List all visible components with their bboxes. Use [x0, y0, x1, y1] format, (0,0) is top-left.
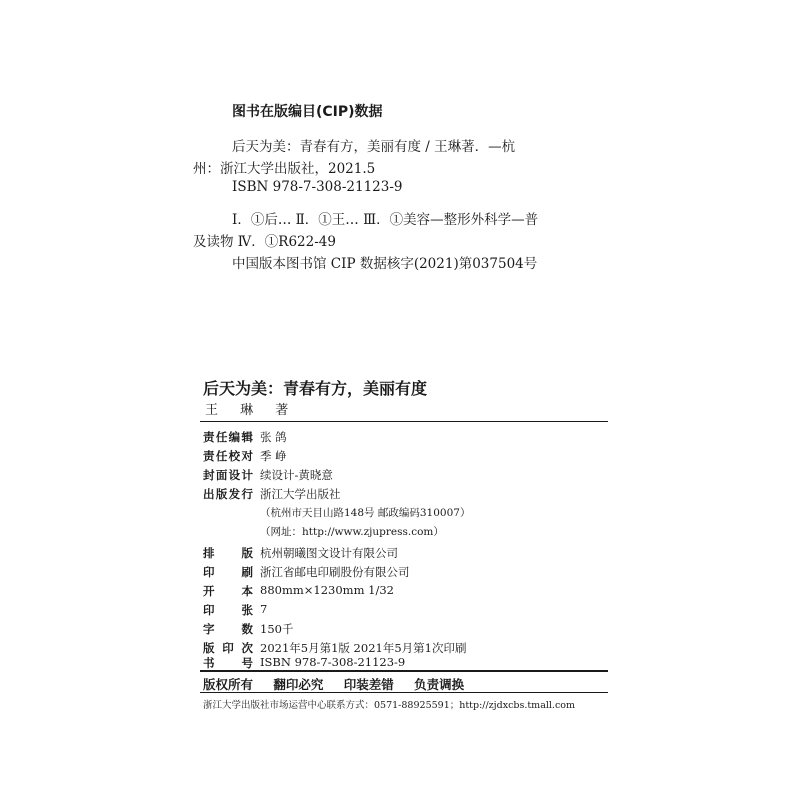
info-value: 续设计-黄晓意: [260, 468, 333, 482]
info-value: 880mm×1230mm 1/32: [260, 583, 394, 597]
info-label: 书号: [203, 656, 253, 670]
cip-line-2: 州：浙江大学出版社，2021.5: [193, 161, 376, 177]
cip-line-5: 及读物 Ⅳ．①R622-49: [193, 234, 336, 250]
rights-item: 印装差错: [343, 677, 394, 692]
info-label: 出版发行: [203, 487, 253, 501]
info-value: 杭州朝曦图文设计有限公司: [260, 546, 398, 560]
rights-item: 翻印必究: [273, 677, 324, 692]
cip-line-6: 中国版本图书馆 CIP 数据核字(2021)第037504号: [232, 256, 538, 272]
info-label: 印张: [203, 603, 253, 617]
rights-item: 版权所有: [203, 677, 254, 692]
cip-line-1: 后天为美：青春有方，美丽有度 / 王琳著．—杭: [232, 139, 516, 155]
cip-line-4: Ⅰ．①后… Ⅱ．①王… Ⅲ．①美容—整形外科学—普: [232, 212, 539, 228]
info-label: 开本: [203, 584, 253, 598]
info-value: ISBN 978-7-308-21123-9: [260, 655, 406, 669]
divider-top: [200, 421, 608, 422]
info-value: 张 鸽: [260, 430, 287, 444]
info-value: （网址：http://www.zjupress.com）: [260, 526, 444, 538]
cip-line-3: ISBN 978-7-308-21123-9: [232, 179, 403, 195]
info-label: 封面设计: [203, 468, 253, 482]
book-author: 王 琳 著: [205, 403, 298, 418]
info-value: 浙江大学出版社: [260, 487, 341, 501]
info-label: 印刷: [203, 565, 253, 579]
info-value: 7: [260, 602, 268, 616]
divider-bottom: [200, 692, 608, 693]
book-title: 后天为美：青春有方，美丽有度: [203, 379, 428, 398]
info-value: 浙江省邮电印刷股份有限公司: [260, 565, 410, 579]
info-value: （杭州市天目山路148号 邮政编码310007）: [260, 507, 471, 519]
info-value: 2021年5月第1版 2021年5月第1次印刷: [260, 641, 467, 655]
info-label: 责任编辑: [203, 430, 253, 444]
info-label: 版印次: [203, 641, 253, 655]
rights-statement: [203, 675, 480, 693]
info-label: 责任校对: [203, 449, 253, 463]
info-value: 季 峥: [260, 449, 287, 463]
cip-heading: 图书在版编目(CIP)数据: [232, 104, 383, 120]
info-label: 字数: [203, 622, 253, 636]
info-value: 150千: [260, 622, 294, 636]
info-label: 排版: [203, 546, 253, 560]
contact-line: 浙江大学出版社市场运营中心联系方式：0571-88925591；http://zjdxcbs.tmall.com: [203, 700, 575, 711]
rights-item: 负责调换: [414, 677, 465, 692]
divider-middle: [200, 670, 608, 672]
